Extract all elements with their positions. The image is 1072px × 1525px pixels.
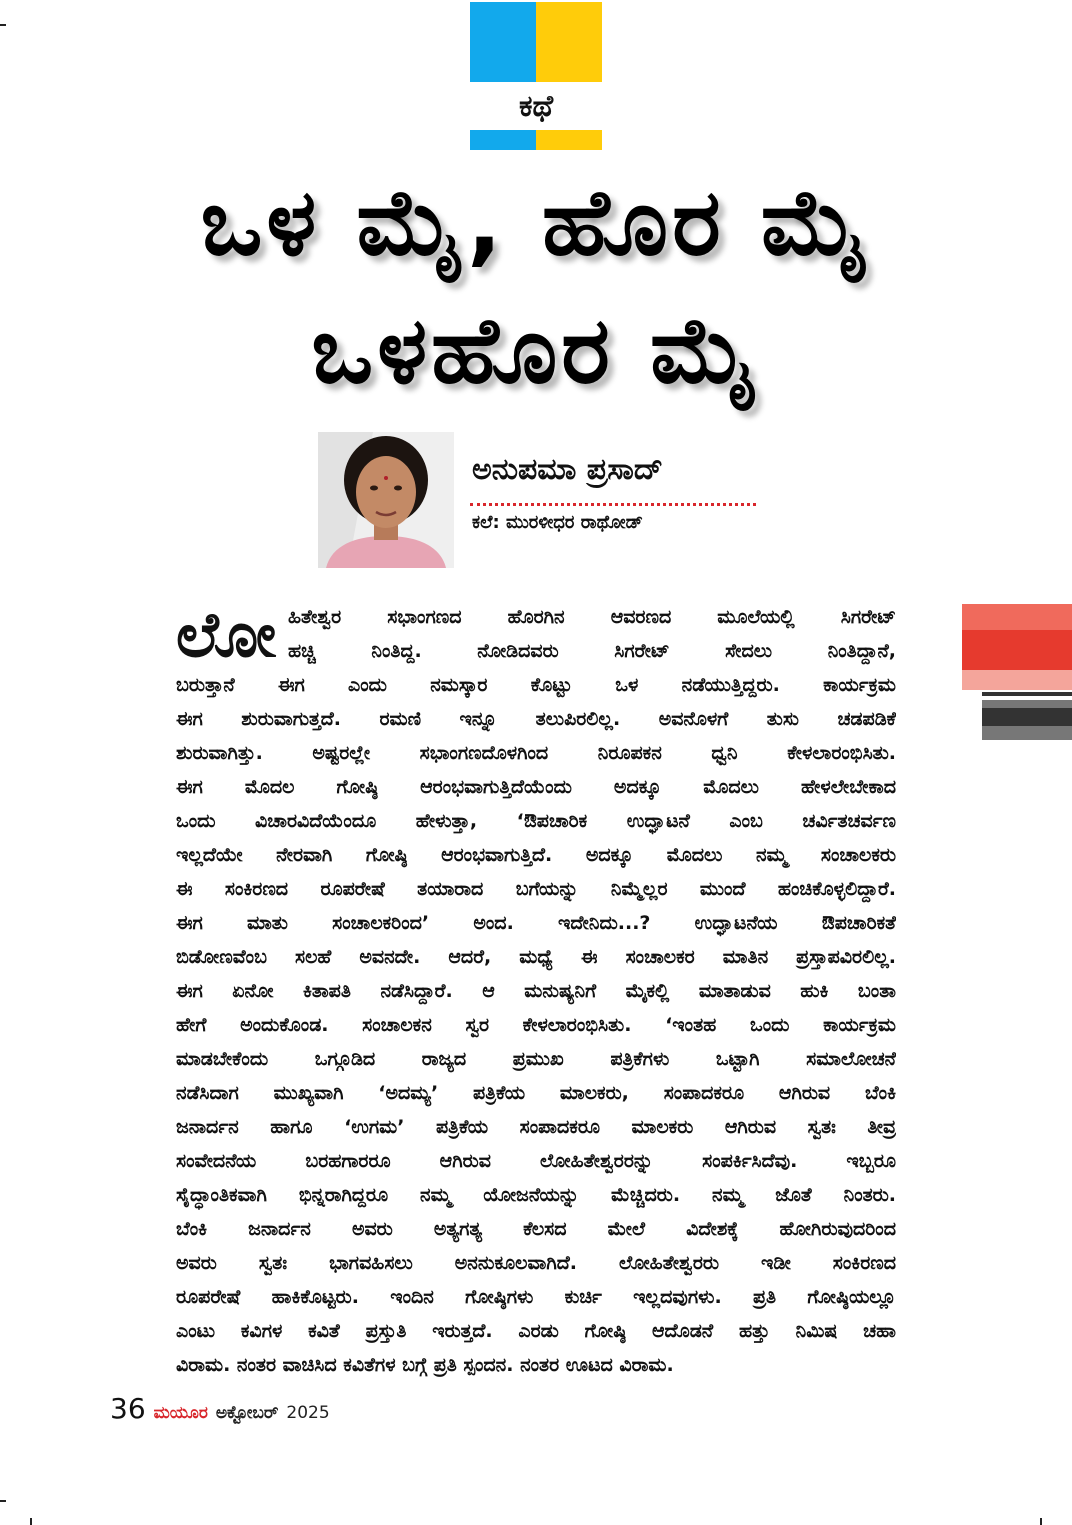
category-label: ಕಥೆ	[518, 88, 554, 124]
category-color-blue	[470, 2, 536, 82]
story-title-line-1: ಒಳ ಮೈ, ಹೊರ ಮೈ	[200, 169, 872, 276]
body-line: ಬೆಂಕಿ ಜನಾರ್ದನ ಅವರು ಅತ್ಯಗತ್ಯ ಕೆಲಸದ ಮೇಲೆ ವಿದೇಶಕ್ಕೆ ಹೋಗಿರುವುದರಿಂದ	[176, 1218, 896, 1240]
body-line: ಒಂದು ವಿಚಾರವಿದೆಯೆಂದೂ ಹೇಳುತ್ತಾ, ‘ಔಪಚಾರಿಕ ಉದ್ಘಾಟನೆ ಎಂಬ ಚರ್ವಿತಚರ್ವಣ	[176, 810, 896, 832]
body-line: ನಡೆಸಿದಾಗ ಮುಖ್ಯವಾಗಿ ‘ಅದಮ್ಯ’ ಪತ್ರಿಕೆಯ ಮಾಲಕರು, ಸಂಪಾದಕರೂ ಆಗಿರುವ ಬೆಂಕಿ	[176, 1082, 896, 1104]
body-line: ವಿರಾಮ. ನಂತರ ವಾಚಿಸಿದ ಕವಿತೆಗಳ ಬಗ್ಗೆ ಪ್ರತಿ ಸ್ಪಂದನ. ನಂತರ ಊಟದ ವಿರಾಮ.	[176, 1354, 674, 1376]
category-color-yellow	[536, 2, 602, 82]
body-line: ಬರುತ್ತಾನೆ ಈಗ ಎಂದು ನಮಸ್ಕಾರ ಕೊಟ್ಟು ಒಳ ನಡೆಯುತ್ತಿದ್ದರು. ಕಾರ್ಯಕ್ರಮ	[176, 674, 896, 696]
crop-mark	[0, 24, 6, 26]
edge-color-swatch	[962, 600, 1072, 750]
category-color-yellow-bottom	[536, 130, 602, 150]
body-line: ಇಲ್ಲದೆಯೇ ನೇರವಾಗಿ ಗೋಷ್ಠಿ ಆರಂಭವಾಗುತ್ತಿದೆ. ಅದಕ್ಕೂ ಮೊದಲು ನಮ್ಮ ಸಂಚಾಲಕರು	[176, 844, 896, 866]
body-line: ಈಗ ಮಾತು ಸಂಚಾಲಕರಿಂದ’ ಅಂದ. ಇದೇನಿದು...? ಉದ್ಘಾಟನೆಯ ಔಪಚಾರಿಕತೆ	[176, 912, 896, 934]
body-line: ಹಚ್ಚಿ ನಿಂತಿದ್ದ. ನೋಡಿದವರು ಸಿಗರೇಟ್ ಸೇದಲು ನಿಂತಿದ್ದಾನೆ,	[288, 640, 896, 662]
body-line: ಬಿಡೋಣವೆಂಬ ಸಲಹೆ ಅವನದೇ. ಆದರೆ, ಮಧ್ಯೆ ಈ ಸಂಚಾಲಕರ ಮಾತಿನ ಪ್ರಸ್ತಾಪವಿರಲಿಲ್ಲ.	[176, 946, 896, 968]
story-title-line-2: ಒಳಹೊರ ಮೈ	[311, 297, 761, 404]
body-line: ಈಗ ಏನೋ ಕಿತಾಪತಿ ನಡೆಸಿದ್ದಾರೆ. ಆ ಮನುಷ್ಯನಿಗೆ ಮೈಕಲ್ಲಿ ಮಾತಾಡುವ ಹುಕಿ ಬಂತಾ	[176, 980, 896, 1002]
body-line: ಜನಾರ್ದನ ಹಾಗೂ ‘ಉಗಮ’ ಪತ್ರಿಕೆಯ ಸಂಪಾದಕರೂ ಮಾಲಕರು ಆಗಿರುವ ಸ್ವತಃ ತೀವ್ರ	[176, 1116, 896, 1138]
body-line: ಹಿತೇಶ್ವರ ಸಭಾಂಗಣದ ಹೊರಗಿನ ಆವರಣದ ಮೂಲೆಯಲ್ಲಿ ಸಿಗರೇಟ್	[288, 606, 896, 628]
author-name: ಅನುಪಮಾ ಪ್ರಸಾದ್	[472, 452, 663, 487]
body-line: ಸಂವೇದನೆಯ ಬರಹಗಾರರೂ ಆಗಿರುವ ಲೋಹಿತೇಶ್ವರರನ್ನು ಸಂಪರ್ಕಿಸಿದೆವು. ಇಬ್ಬರೂ	[176, 1150, 896, 1172]
body-line: ಸೈದ್ಧಾಂತಿಕವಾಗಿ ಭಿನ್ನರಾಗಿದ್ದರೂ ನಮ್ಮ ಯೋಜನೆಯನ್ನು ಮೆಚ್ಚಿದರು. ನಮ್ಮ ಜೊತೆ ನಿಂತರು.	[176, 1184, 896, 1206]
body-line: ಈಗ ಶುರುವಾಗುತ್ತದೆ. ರಮಣಿ ಇನ್ನೂ ತಲುಪಿರಲಿಲ್ಲ. ಅವನೊಳಗೆ ತುಸು ಚಡಪಡಿಕೆ	[176, 708, 896, 730]
body-line: ಮಾಡಬೇಕೆಂದು ಒಗ್ಗೂಡಿದ ರಾಜ್ಯದ ಪ್ರಮುಖ ಪತ್ರಿಕೆಗಳು ಒಟ್ಟಾಗಿ ಸಮಾಲೋಚನೆ	[176, 1048, 896, 1070]
story-body	[176, 600, 896, 1382]
crop-mark	[1040, 1518, 1042, 1525]
body-line: ಎಂಟು ಕವಿಗಳ ಕವಿತೆ ಪ್ರಸ್ತುತಿ ಇರುತ್ತದೆ. ಎರಡು ಗೋಷ್ಠಿ ಆದೊಡನೆ ಹತ್ತು ನಿಮಿಷ ಚಹಾ	[176, 1320, 896, 1342]
crop-mark	[0, 1500, 6, 1502]
author-photo	[318, 432, 454, 568]
issue-year: 2025	[286, 1403, 330, 1423]
body-line: ಶುರುವಾಗಿತ್ತು. ಅಷ್ಟರಲ್ಲೇ ಸಭಾಂಗಣದೊಳಗಿಂದ ನಿರೂಪಕನ ಧ್ವನಿ ಕೇಳಲಾರಂಭಿಸಿತು.	[176, 742, 896, 764]
magazine-name: ಮಯೂರ	[153, 1403, 208, 1423]
page-number: 36	[110, 1392, 146, 1425]
body-line: ಹೇಗೆ ಅಂದುಕೊಂಡ. ಸಂಚಾಲಕನ ಸ್ವರ ಕೇಳಲಾರಂಭಿಸಿತು. ‘ಇಂತಹ ಒಂದು ಕಾರ್ಯಕ್ರಮ	[176, 1014, 896, 1036]
illustration-credit: ಕಲೆ: ಮುರಳೀಧರ ರಾಥೋಡ್	[472, 512, 643, 533]
author-portrait-image	[318, 432, 454, 568]
category-block	[470, 2, 602, 150]
body-line: ಅವರು ಸ್ವತಃ ಭಾಗವಹಿಸಲು ಅನನುಕೂಲವಾಗಿದೆ. ಲೋಹಿತೇಶ್ವರರು ಇಡೀ ಸಂಕಿರಣದ	[176, 1252, 896, 1274]
body-line: ಈಗ ಮೊದಲ ಗೋಷ್ಠಿ ಆರಂಭವಾಗುತ್ತಿದೆಯೆಂದು ಅದಕ್ಕೂ ಮೊದಲು ಹೇಳಲೇಬೇಕಾದ	[176, 776, 896, 798]
crop-mark	[30, 1518, 32, 1525]
dropcap: ಲೋ	[176, 598, 277, 671]
page-footer	[110, 1392, 330, 1432]
body-line: ಈ ಸಂಕಿರಣದ ರೂಪರೇಷೆ ತಯಾರಾದ ಬಗೆಯನ್ನು ನಿಮ್ಮೆಲ್ಲರ ಮುಂದೆ ಹಂಚಿಕೊಳ್ಳಲಿದ್ದಾರೆ.	[176, 878, 896, 900]
author-divider	[470, 503, 756, 506]
body-line: ರೂಪರೇಷೆ ಹಾಕಿಕೊಟ್ಟರು. ಇಂದಿನ ಗೋಷ್ಠಿಗಳು ಕುರ್ಚಿ ಇಲ್ಲದವುಗಳು. ಪ್ರತಿ ಗೋಷ್ಠಿಯಲ್ಲೂ	[176, 1286, 896, 1308]
issue-month: ಅಕ್ಟೋಬರ್	[215, 1403, 279, 1423]
category-color-blue-bottom	[470, 130, 536, 150]
edge-swatch-graphic	[962, 600, 1072, 750]
